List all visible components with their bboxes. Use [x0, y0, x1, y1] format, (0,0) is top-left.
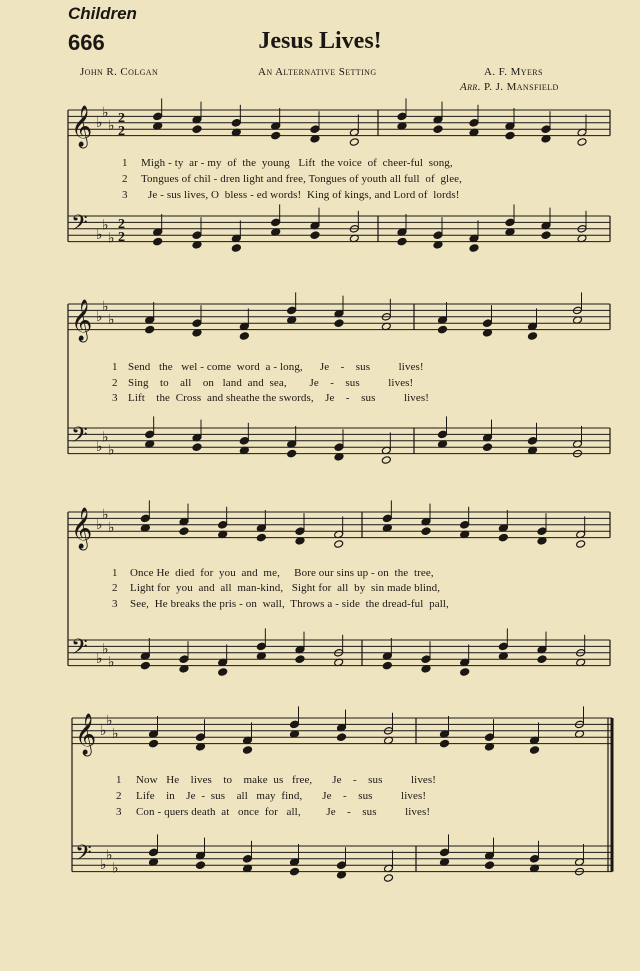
system-3-bass-notehead [382, 661, 392, 670]
system-2-treble-notehead [287, 306, 297, 315]
flat-icon: ♭ [102, 217, 109, 234]
lyric-line: Once He died for you and me, Bore our sins up - on the tree, [130, 567, 434, 579]
system-1-treble-notehead [505, 131, 515, 140]
bass-clef-icon: 𝄢 [71, 423, 88, 453]
system-1-bass-notehead [310, 231, 320, 240]
system-3-treble-notehead [140, 514, 150, 523]
system-4-treble-notehead [196, 733, 206, 742]
system-3-treble-notehead [382, 514, 392, 523]
time-signature: 2 [118, 124, 125, 139]
lyric-line: Lift the Cross and sheathe the swords, Je - sus lives! [128, 392, 429, 404]
system-2-bass-notehead [192, 443, 202, 452]
flat-icon: ♭ [102, 429, 109, 446]
system-1-bass-notehead [271, 218, 281, 227]
system-2-bass-notehead [287, 449, 297, 458]
flat-icon: ♭ [108, 312, 115, 328]
system-2-treble-notehead [192, 319, 202, 328]
flat-icon: ♭ [102, 641, 109, 658]
author-credit: John R. Colgan [80, 66, 159, 78]
verse-number: 2 [112, 582, 118, 594]
system-3-bass-notehead [537, 655, 547, 664]
system-2-treble-notehead [239, 332, 249, 341]
system-2-bass-notehead [334, 443, 344, 452]
system-2-treble-notehead [483, 319, 493, 328]
verse-number: 3 [116, 806, 122, 818]
flat-icon: ♭ [108, 230, 115, 247]
verse-number: 3 [112, 598, 118, 610]
verse-number: 1 [112, 361, 118, 373]
flat-icon: ♭ [102, 507, 109, 524]
flat-icon: ♭ [112, 860, 119, 877]
system-2-bass-notehead [239, 437, 249, 446]
system-4-bass-notehead [149, 848, 159, 857]
verse-number: 1 [122, 157, 128, 169]
lyric-line: Migh - ty ar - my of the young Lift the voice of cheer-ful song, [141, 157, 453, 169]
lyric-line: Tongues of chil - dren light and free, Tongues of youth all full of glee, [141, 173, 463, 185]
flat-icon: ♭ [96, 651, 103, 668]
system-2-bass-notehead [145, 430, 155, 439]
treble-clef-icon: 𝄞 [71, 508, 93, 549]
system-3-treble-notehead [179, 527, 189, 536]
lyric-line: Now He lives to make us free, Je - sus lives! [136, 774, 437, 786]
system-4-treble-notehead [485, 733, 495, 742]
bass-clef-icon: 𝄢 [71, 211, 88, 241]
flat-icon: ♭ [100, 857, 107, 874]
flat-icon: ♭ [96, 516, 103, 533]
verse-number: 2 [122, 173, 128, 185]
flat-icon: ♭ [108, 442, 115, 459]
verse-number: 2 [112, 377, 118, 389]
system-2-treble-notehead [438, 325, 448, 334]
system-2-treble-notehead [528, 332, 538, 341]
system-1-bass-notehead [192, 231, 202, 240]
system-4-treble-notehead [290, 720, 300, 729]
lyric-line: Sing to all on land and sea, Je - sus lives! [128, 377, 414, 389]
system-3-bass-notehead [421, 655, 431, 664]
system-3-bass-notehead [256, 642, 266, 651]
system-4-bass-notehead [440, 848, 450, 857]
system-4-bass-notehead [290, 867, 300, 876]
setting-credit: An Alternative Setting [258, 66, 377, 78]
section-category: Children [68, 4, 137, 23]
system-4-bass-notehead [485, 861, 495, 870]
verse-number: 3 [122, 189, 128, 201]
system-2-bass-notehead [381, 456, 391, 465]
system-4-bass-notehead [196, 861, 206, 870]
system-2-bass-notehead [483, 443, 493, 452]
flat-icon: ♭ [108, 118, 115, 134]
system-1-bass-notehead [153, 237, 163, 246]
system-3-treble-notehead [218, 521, 228, 530]
lyric-line: Je - sus lives, O bless - ed words! King of kings, and Lord of lords! [148, 189, 460, 201]
system-3-treble-notehead [460, 521, 470, 530]
system-4-treble-notehead [440, 739, 450, 748]
system-3-bass-notehead [498, 642, 508, 651]
system-1-bass-notehead [541, 231, 551, 240]
system-1-bass-notehead [433, 231, 443, 240]
system-3-bass-notehead [140, 661, 150, 670]
system-1-treble-notehead [433, 125, 443, 134]
treble-clef-icon: 𝄞 [75, 714, 97, 755]
system-1-bass-notehead [231, 244, 241, 253]
system-3-treble-notehead [421, 527, 431, 536]
system-1-treble-notehead [541, 125, 551, 134]
bass-clef-icon: 𝄢 [71, 635, 88, 665]
flat-icon: ♭ [96, 308, 103, 325]
verse-number: 1 [116, 774, 122, 786]
flat-icon: ♭ [112, 726, 119, 742]
time-signature: 2 [118, 217, 125, 232]
system-4-bass-notehead [243, 855, 253, 864]
arranger-credit: Arr. P. J. Mansfield [460, 81, 559, 93]
system-4-treble-notehead [337, 733, 347, 742]
system-4-treble-notehead [243, 746, 253, 755]
system-2-bass-notehead [528, 437, 538, 446]
system-1-treble-notehead [153, 112, 163, 121]
flat-icon: ♭ [108, 654, 115, 671]
flat-icon: ♭ [106, 713, 113, 730]
system-4-bass-notehead [384, 874, 394, 883]
flat-icon: ♭ [96, 114, 103, 131]
hymn-title: Jesus Lives! [258, 28, 382, 54]
flat-icon: ♭ [102, 299, 109, 316]
hymn-number: 666 [68, 30, 105, 55]
system-4-treble-notehead [149, 739, 159, 748]
time-signature: 2 [118, 230, 125, 245]
system-2-bass-notehead [438, 430, 448, 439]
bass-clef-icon: 𝄢 [75, 841, 92, 871]
system-1-treble-notehead [349, 138, 359, 147]
flat-icon: ♭ [96, 439, 103, 456]
system-1-bass-notehead [397, 237, 407, 246]
treble-clef-icon: 𝄞 [71, 106, 93, 147]
system-1-treble-notehead [469, 119, 479, 128]
system-1-bass-notehead [469, 244, 479, 253]
lyric-line: Con - quers death at once for all, Je - sus lives! [136, 806, 431, 818]
system-1-treble-notehead [271, 131, 281, 140]
verse-number: 3 [112, 392, 118, 404]
flat-icon: ♭ [108, 520, 115, 536]
system-3-bass-notehead [218, 668, 228, 677]
system-2-treble-notehead [145, 325, 155, 334]
system-1-treble-notehead [397, 112, 407, 121]
system-3-bass-notehead [295, 655, 305, 664]
treble-clef-icon: 𝄞 [71, 300, 93, 341]
verse-number: 1 [112, 567, 118, 579]
system-1-treble-notehead [231, 119, 241, 128]
lyric-line: Send the wel - come word a - long, Je - sus lives! [128, 361, 424, 373]
system-1-bass-notehead [505, 218, 515, 227]
flat-icon: ♭ [106, 847, 113, 864]
lyric-line: Life in Je - sus all may find, Je - sus lives! [136, 790, 427, 802]
system-4-bass-notehead [530, 855, 540, 864]
time-signature: 2 [118, 111, 125, 126]
system-1-treble-notehead [192, 125, 202, 134]
system-3-treble-notehead [295, 527, 305, 536]
system-3-bass-notehead [460, 668, 470, 677]
system-3-treble-notehead [576, 540, 586, 549]
system-4-treble-notehead [530, 746, 540, 755]
flat-icon: ♭ [96, 227, 103, 244]
system-1-treble-notehead [577, 138, 587, 147]
lyric-line: Light for you and all man-kind, Sight for all by sin made blind, [130, 582, 441, 594]
composer-credit: A. F. Myers [484, 66, 543, 78]
system-3-treble-notehead [256, 533, 266, 542]
system-1-treble-notehead [310, 125, 320, 134]
flat-icon: ♭ [100, 722, 107, 739]
system-3-treble-notehead [537, 527, 547, 536]
flat-icon: ♭ [102, 105, 109, 122]
system-3-bass-notehead [179, 655, 189, 664]
system-3-treble-notehead [334, 540, 344, 549]
verse-number: 2 [116, 790, 122, 802]
lyric-line: See, He breaks the pris - on wall, Throws a - side the dread-ful pall, [130, 598, 449, 610]
system-3-treble-notehead [498, 533, 508, 542]
system-4-bass-notehead [337, 861, 347, 870]
system-2-treble-notehead [334, 319, 344, 328]
